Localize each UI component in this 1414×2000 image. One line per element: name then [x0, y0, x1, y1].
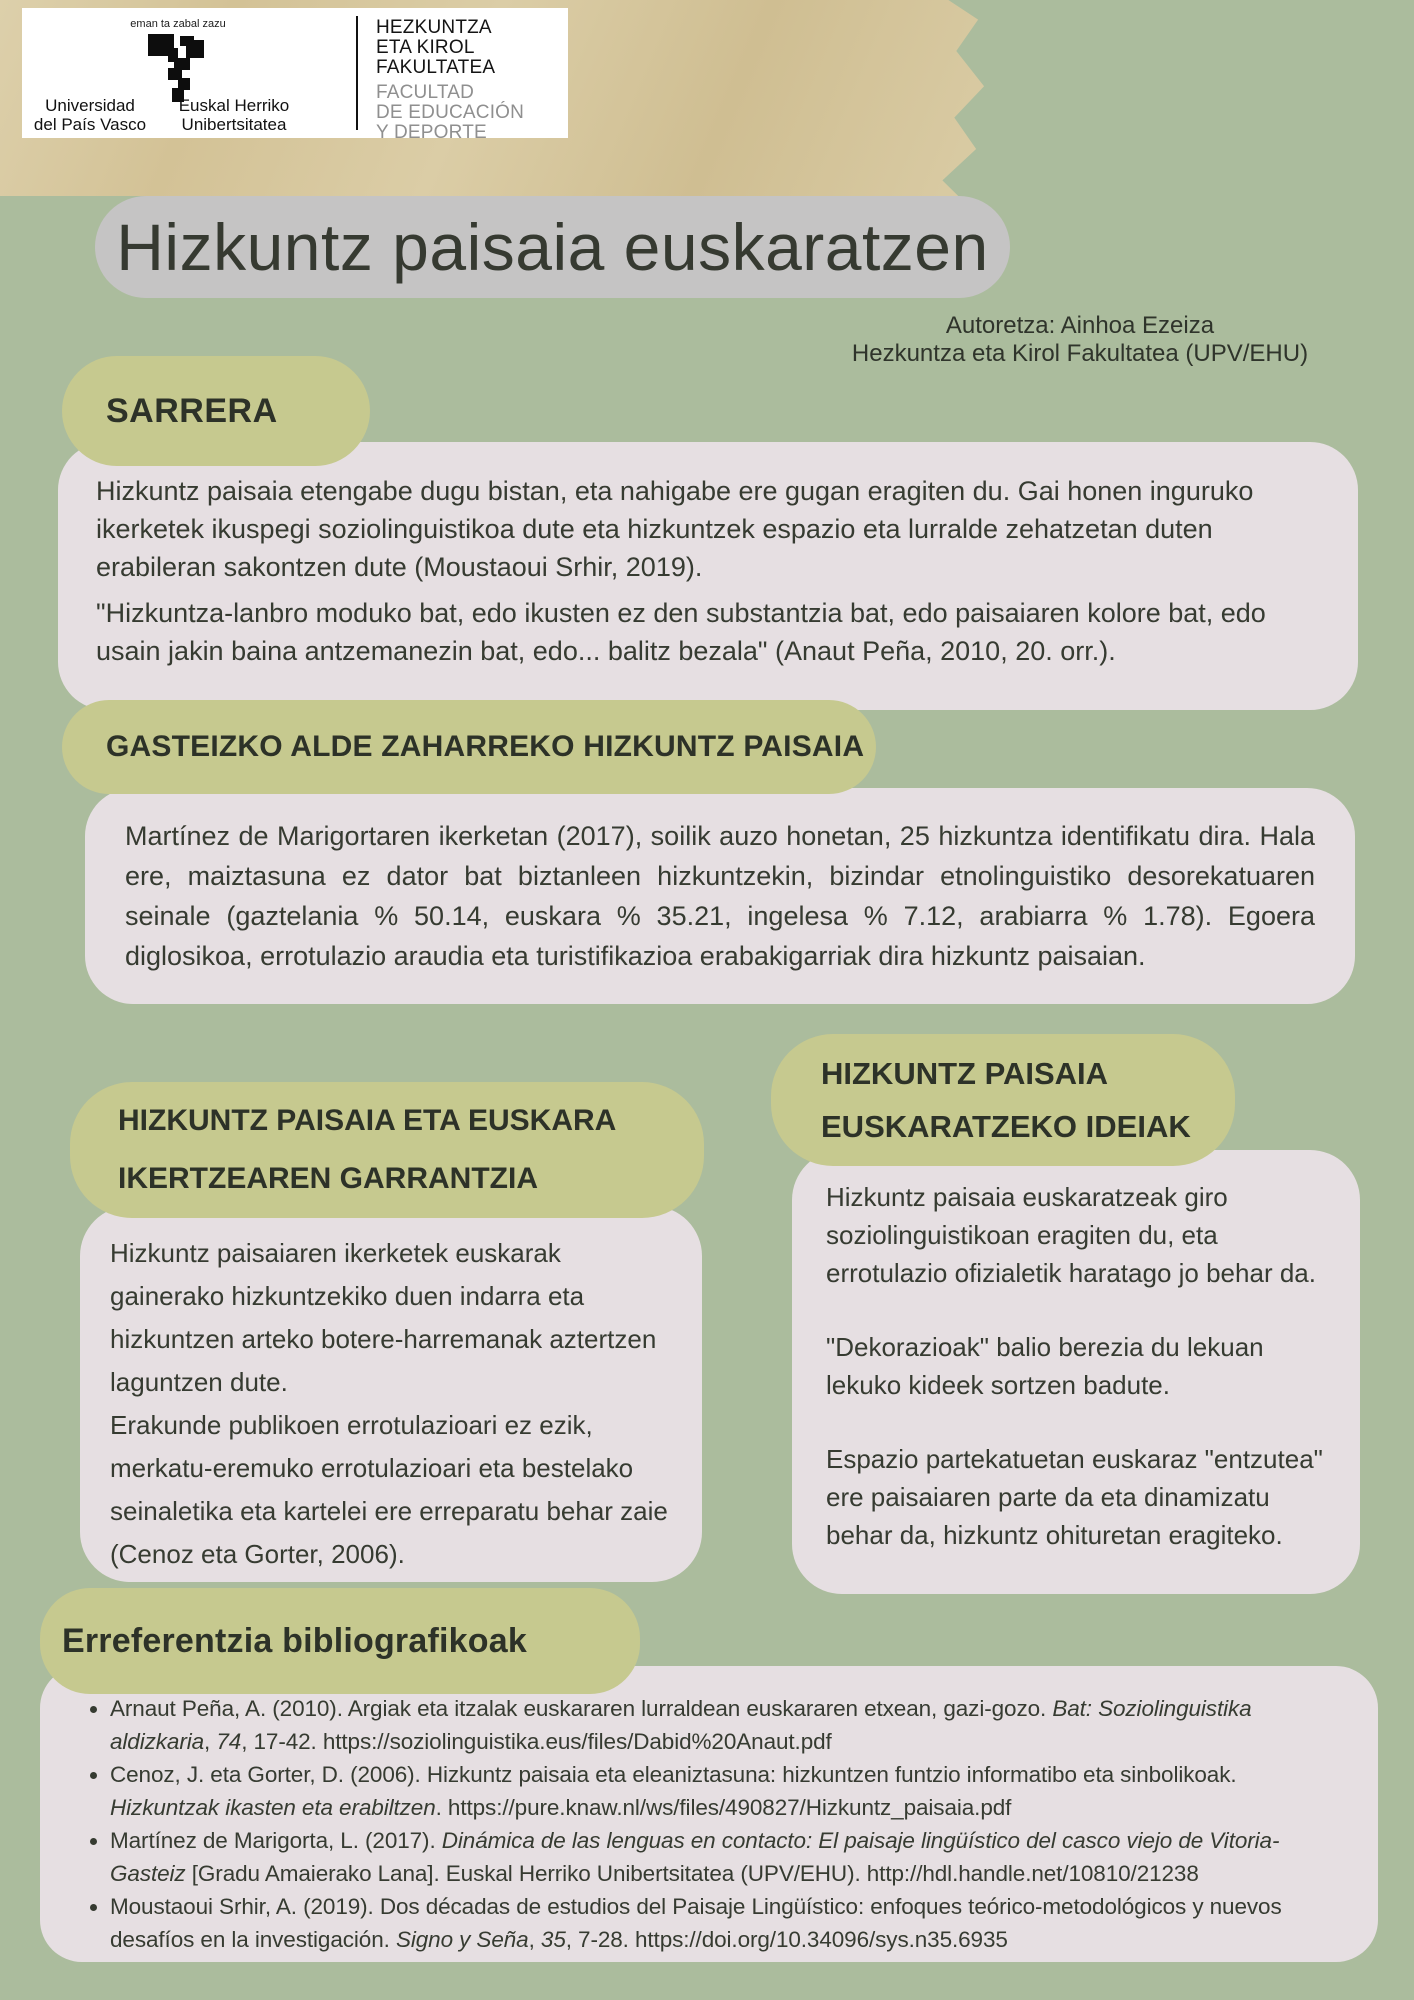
section-heading-garrantzia: HIZKUNTZ PAISAIA ETA EUSKARA IKERTZEAREN GARRANTZIA	[70, 1082, 704, 1218]
author-affiliation: Hezkuntza eta Kirol Fakultatea (UPV/EHU)	[851, 340, 1309, 367]
ideiak-paragraph-1: Hizkuntz paisaia euskaratzeak giro soziolinguistikoan eragiten du, eta errotulazio ofizialetik haratago jo behar da.	[826, 1182, 1316, 1288]
reference-item: • Moustaoui Srhir, A. (2019). Dos décadas de estudios del Paisaje Lingüístico: enfoques teórico-metodológicos y nuevos desafíos en la investigación. Signo y Seña, 35, 7-28. https://doi.org/10.34096/sys.n35.6935	[110, 1890, 1344, 1956]
poster-title: Hizkuntz paisaia euskaratzen	[116, 210, 989, 284]
section-body-garrantzia	[80, 1206, 702, 1582]
faculty-name: HEZKUNTZA ETA KIROL FAKULTATEA FACULTAD DE EDUCACIÓN Y DEPORTE	[376, 17, 525, 143]
logo-divider	[356, 16, 358, 130]
ideiak-paragraph-3: Espazio partekatuetan euskaraz "entzutea" ere paisaiaren parte da eta dinamizatu behar da, hizkuntz ohituretan eragiteko.	[826, 1444, 1323, 1550]
ideiak-paragraph-2: "Dekorazioak" balio berezia du lekuan lekuko kideek sortzen badute.	[826, 1332, 1264, 1400]
section-heading-sarrera: SARRERA	[62, 356, 370, 466]
reference-item: • Arnaut Peña, A. (2010). Argiak eta itzalak euskararen lurraldean euskararen etxean, gazi-gozo. Bat: Soziolinguistika aldizkaria, 74, 17-42. https://soziolinguistika.eus/files/Dabid%20Anaut.pdf	[110, 1692, 1344, 1758]
section-body-ideiak	[792, 1150, 1360, 1594]
university-name-eu: Euskal Herriko Unibertsitatea	[178, 96, 290, 134]
garrantzia-paragraph-2: Erakunde publikoen errotulazioari ez ezik, merkatu-eremuko errotulazioari eta bestelako seinaletika eta kartelei ere erreparatu behar zaie (Cenoz eta Gorter, 2006).	[110, 1410, 668, 1569]
sarrera-paragraph-2: "Hizkuntza-lanbro moduko bat, edo ikusten ez den substantzia bat, edo paisaiaren kolore bat, edo usain jakin baina antzemanezin bat, edo... balitz bezala" (Anaut Peña, 2010, 20. orr.).	[96, 598, 1266, 666]
gasteizko-paragraph: Martínez de Marigortaren ikerketan (2017), soilik auzo honetan, 25 hizkuntza identifikatu dira. Hala ere, maiztasuna ez dator bat biztanleen hizkuntzekin, bizindar etnolinguistiko desorekatuaren seinale (gaztelania % 50.14, euskara % 35.21, ingelesa % 7.12, arabiarra % 1.78). Egoera diglosikoa, errotulazio araudia eta turistifikazioa erabakigarriak dira hizkuntz paisaian.	[125, 821, 1315, 971]
garrantzia-paragraph-1: Hizkuntz paisaiaren ikerketek euskarak gainerako hizkuntzekiko duen indarra eta hizkuntzen arteko botere-harremanak aztertzen laguntzen dute.	[110, 1238, 657, 1397]
author-name: Autoretza: Ainhoa Ezeiza	[945, 312, 1215, 339]
title-banner	[95, 196, 1010, 298]
author-block	[790, 312, 1370, 368]
section-heading-gasteizko: GASTEIZKO ALDE ZAHARREKO HIZKUNTZ PAISAIA	[62, 700, 876, 794]
reference-item: • Cenoz, J. eta Gorter, D. (2006). Hizkuntz paisaia eta eleaniztasuna: hizkuntzen funtzio informatibo eta sinbolikoak. Hizkuntzak ikasten eta erabiltzen. https://pure.knaw.nl/ws/files/490827/Hizkuntz_paisaia.pdf	[110, 1758, 1344, 1824]
section-body-gasteizko	[85, 788, 1355, 1004]
section-body-references	[40, 1666, 1378, 1962]
university-logo-card	[22, 8, 568, 143]
reference-item: • Martínez de Marigorta, L. (2017). Dinámica de las lenguas en contacto: El paisaje lingüístico del casco viejo de Vitoria-Gasteiz [Gradu Amaierako Lana]. Euskal Herriko Unibertsitatea (UPV/EHU). http://hdl.handle.net/10810/21238	[110, 1824, 1344, 1890]
section-body-sarrera	[58, 442, 1358, 710]
references-list	[84, 1692, 1344, 1956]
university-name-es: Universidad del País Vasco	[33, 96, 147, 134]
section-heading-ideiak: HIZKUNTZ PAISAIA EUSKARATZEKO IDEIAK	[771, 1034, 1235, 1166]
university-motto: eman ta zabal zazu	[130, 18, 226, 30]
section-heading-references: Erreferentzia bibliografikoak	[40, 1588, 640, 1694]
sarrera-paragraph-1: Hizkuntz paisaia etengabe dugu bistan, eta nahigabe ere gugan eragiten du. Gai honen inguruko ikerketek ikuspegi soziolinguistikoa dute eta hizkuntzek espazio eta lurralde zehatzetan duten erabileran sakontzen dute (Moustaoui Srhir, 2019).	[96, 476, 1254, 582]
